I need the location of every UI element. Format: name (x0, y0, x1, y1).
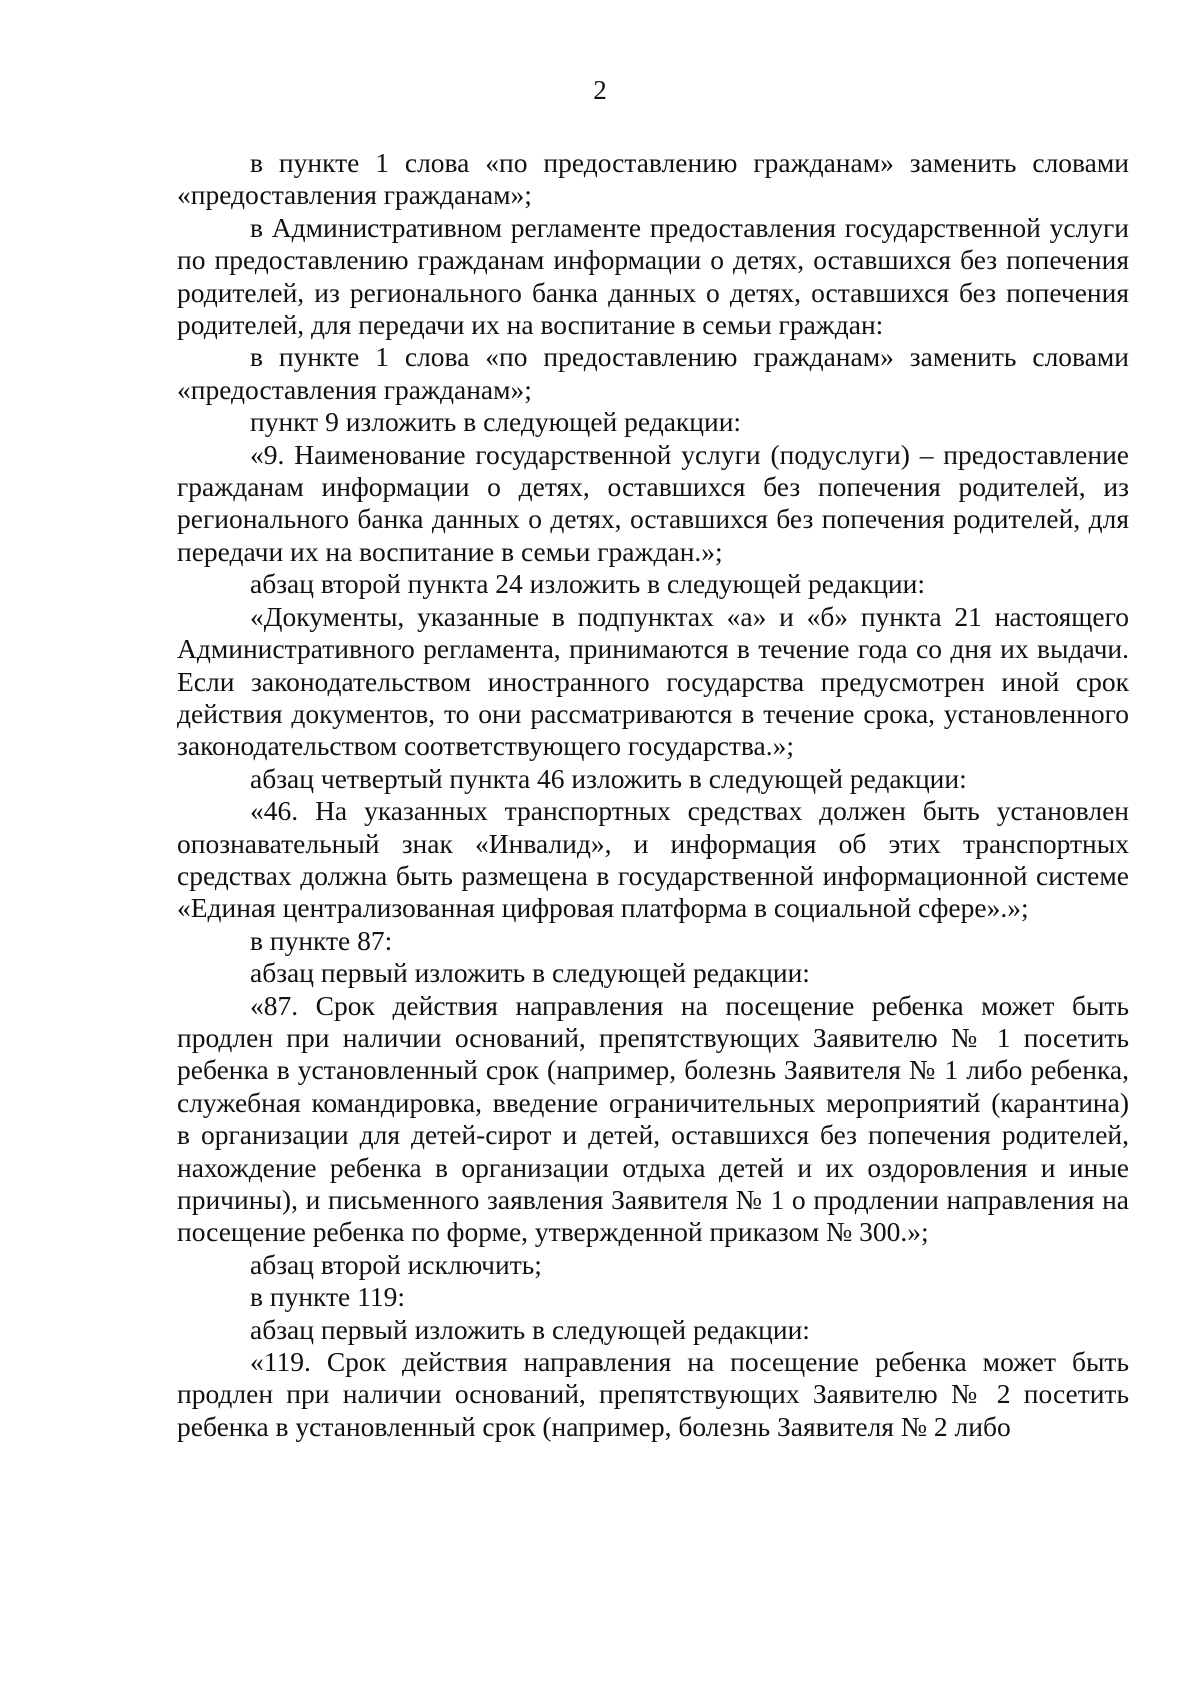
paragraph: в пункте 1 слова «по предоставлению гражданам» заменить словами «предоставления гражданам»; (177, 147, 1129, 211)
paragraph: в пункте 1 слова «по предоставлению гражданам» заменить словами «предоставления гражданам»; (177, 341, 1129, 405)
paragraph: «Документы, указанные в подпунктах «а» и «б» пункта 21 настоящего Административного регламента, принимаются в течение года со дня их выдачи. Если законодательством иностранного государства предусмотрен иной срок действия документов, то они рассматриваются в течение срока, установленного законодательством соответствующего государства.»; (177, 600, 1129, 762)
paragraph: в Административном регламенте предоставления государственной услуги по предоставлению гражданам информации о детях, оставшихся без попечения родителей, из регионального банка данных о детях, оставшихся без попечения родителей, для передачи их на воспитание в семьи граждан: (177, 211, 1129, 341)
paragraph: пункт 9 изложить в следующей редакции: (250, 406, 742, 438)
paragraph: в пункте 119: (250, 1281, 406, 1313)
paragraph: абзац четвертый пункта 46 изложить в следующей редакции: (250, 762, 967, 794)
paragraph: «46. На указанных транспортных средствах должен быть установлен опознавательный знак «Инвалид», и информация об этих транспортных средствах должна быть размещена в государственной информационной системе «Единая централизованная цифровая платформа в социальной сфере».»; (177, 795, 1129, 924)
paragraph: «119. Срок действия направления на посещение ребенка может быть продлен при наличии оснований, препятствующих Заявителю № 2 посетить ребенка в установленный срок (например, болезнь Заявителя № 2 либо (177, 1346, 1129, 1442)
paragraph: абзац второй пункта 24 изложить в следующей редакции: (250, 568, 925, 600)
paragraph: «87. Срок действия направления на посещение ребенка может быть продлен при наличии оснований, препятствующих Заявителю № 1 посетить ребенка в установленный срок (например, болезнь Заявителя № 1 либо ребенка, служебная командировка, введение ограничительных мероприятий (карантина) в организации для детей-сирот и детей, оставшихся без попечения родителей, нахождение ребенка в организации отдыха детей и их оздоровления и иные причины), и письменного заявления Заявителя № 1 о продлении направления на посещение ребенка по форме, утвержденной приказом № 300.»; (177, 989, 1129, 1248)
paragraph: в пункте 87: (250, 924, 393, 956)
paragraph: «9. Наименование государственной услуги (подуслуги) – предоставление гражданам информации о детях, оставшихся без попечения родителей, из регионального банка данных о детях, оставшихся без попечения родителей, для передачи их на воспитание в семьи граждан.»; (177, 438, 1129, 567)
paragraph: абзац первый изложить в следующей редакции: (250, 1313, 810, 1345)
page-number: 2 (593, 75, 607, 105)
paragraph: абзац первый изложить в следующей редакции: (250, 957, 810, 989)
paragraph: абзац второй исключить; (250, 1248, 542, 1280)
document-body (177, 147, 1129, 1443)
